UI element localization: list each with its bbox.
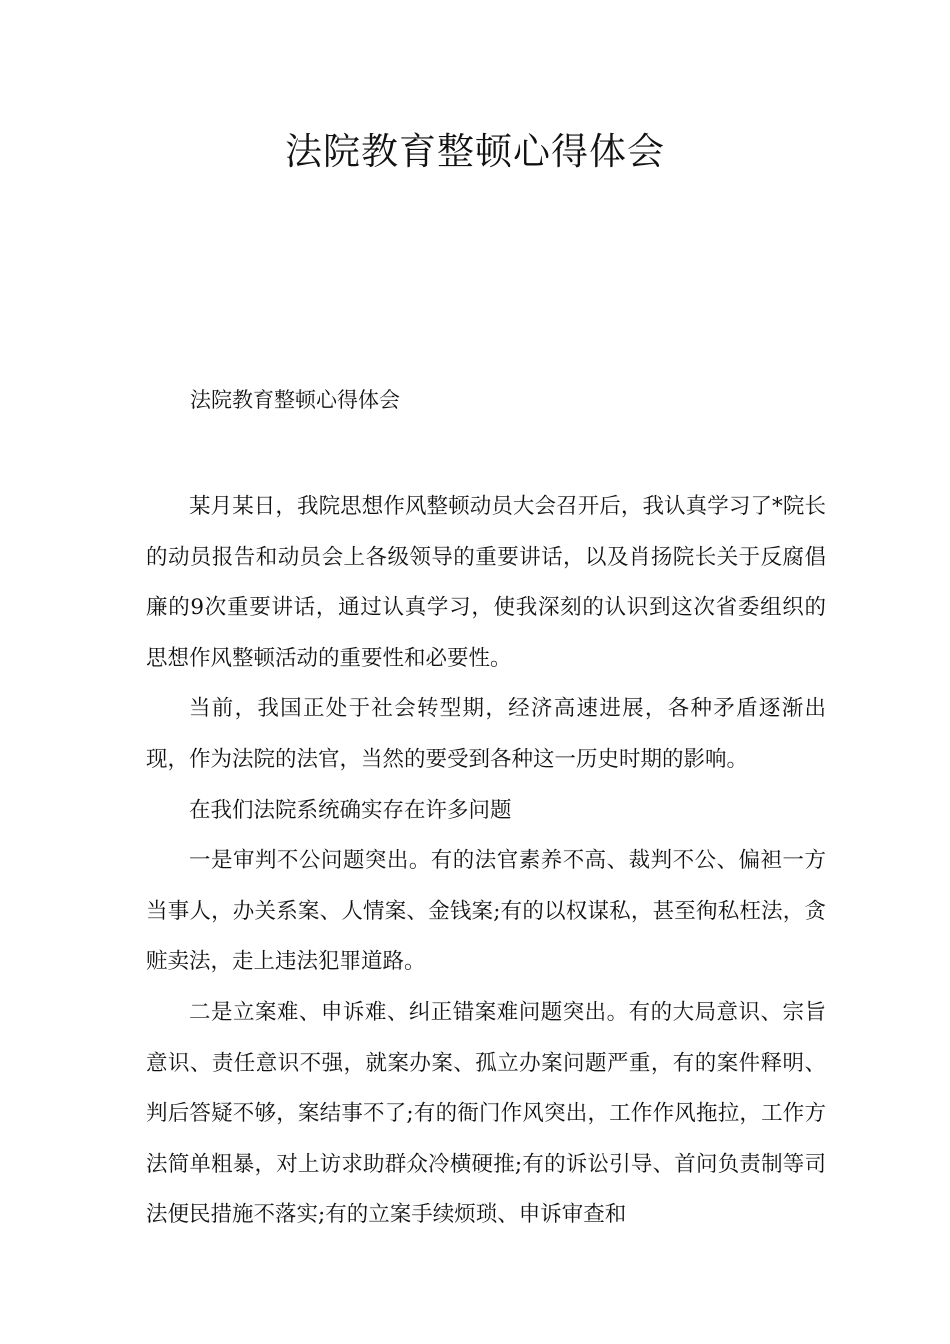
paragraph-4: 一是审判不公问题突出。有的法官素养不高、裁判不公、偏袒一方当事人，办关系案、人情案、金钱案;有的以权谋私，甚至徇私枉法，贪赃卖法，走上违法犯罪道路。: [146, 848, 826, 975]
document-body: [146, 482, 826, 1241]
paragraph-3: 在我们法院系统确实存在许多问题: [189, 797, 512, 823]
paragraph-5: 二是立案难、申诉难、纠正错案难问题突出。有的大局意识、宗旨意识、责任意识不强，就案办案、孤立办案问题严重，有的案件释明、判后答疑不够，案结事不了;有的衙门作风突出，工作作风拖拉，工作方法简单粗暴，对上访求助群众冷横硬推;有的诉讼引导、首问负责制等司法便民措施不落实;有的立案手续烦琐、申诉审查和: [146, 999, 826, 1228]
document-title: 法院教育整顿心得体会: [285, 130, 665, 173]
paragraph-2: 当前，我国正处于社会转型期，经济高速进展，各种矛盾逐渐出现，作为法院的法官，当然的要受到各种这一历史时期的影响。: [146, 696, 826, 772]
paragraph-1: 某月某日，我院思想作风整顿动员大会召开后，我认真学习了*院长的动员报告和动员会上各级领导的重要讲话，以及肖扬院长关于反腐倡廉的9次重要讲话，通过认真学习，使我深刻的认识到这次省委组织的思想作风整顿活动的重要性和必要性。: [146, 494, 826, 671]
document-subtitle: 法院教育整顿心得体会: [190, 388, 400, 412]
